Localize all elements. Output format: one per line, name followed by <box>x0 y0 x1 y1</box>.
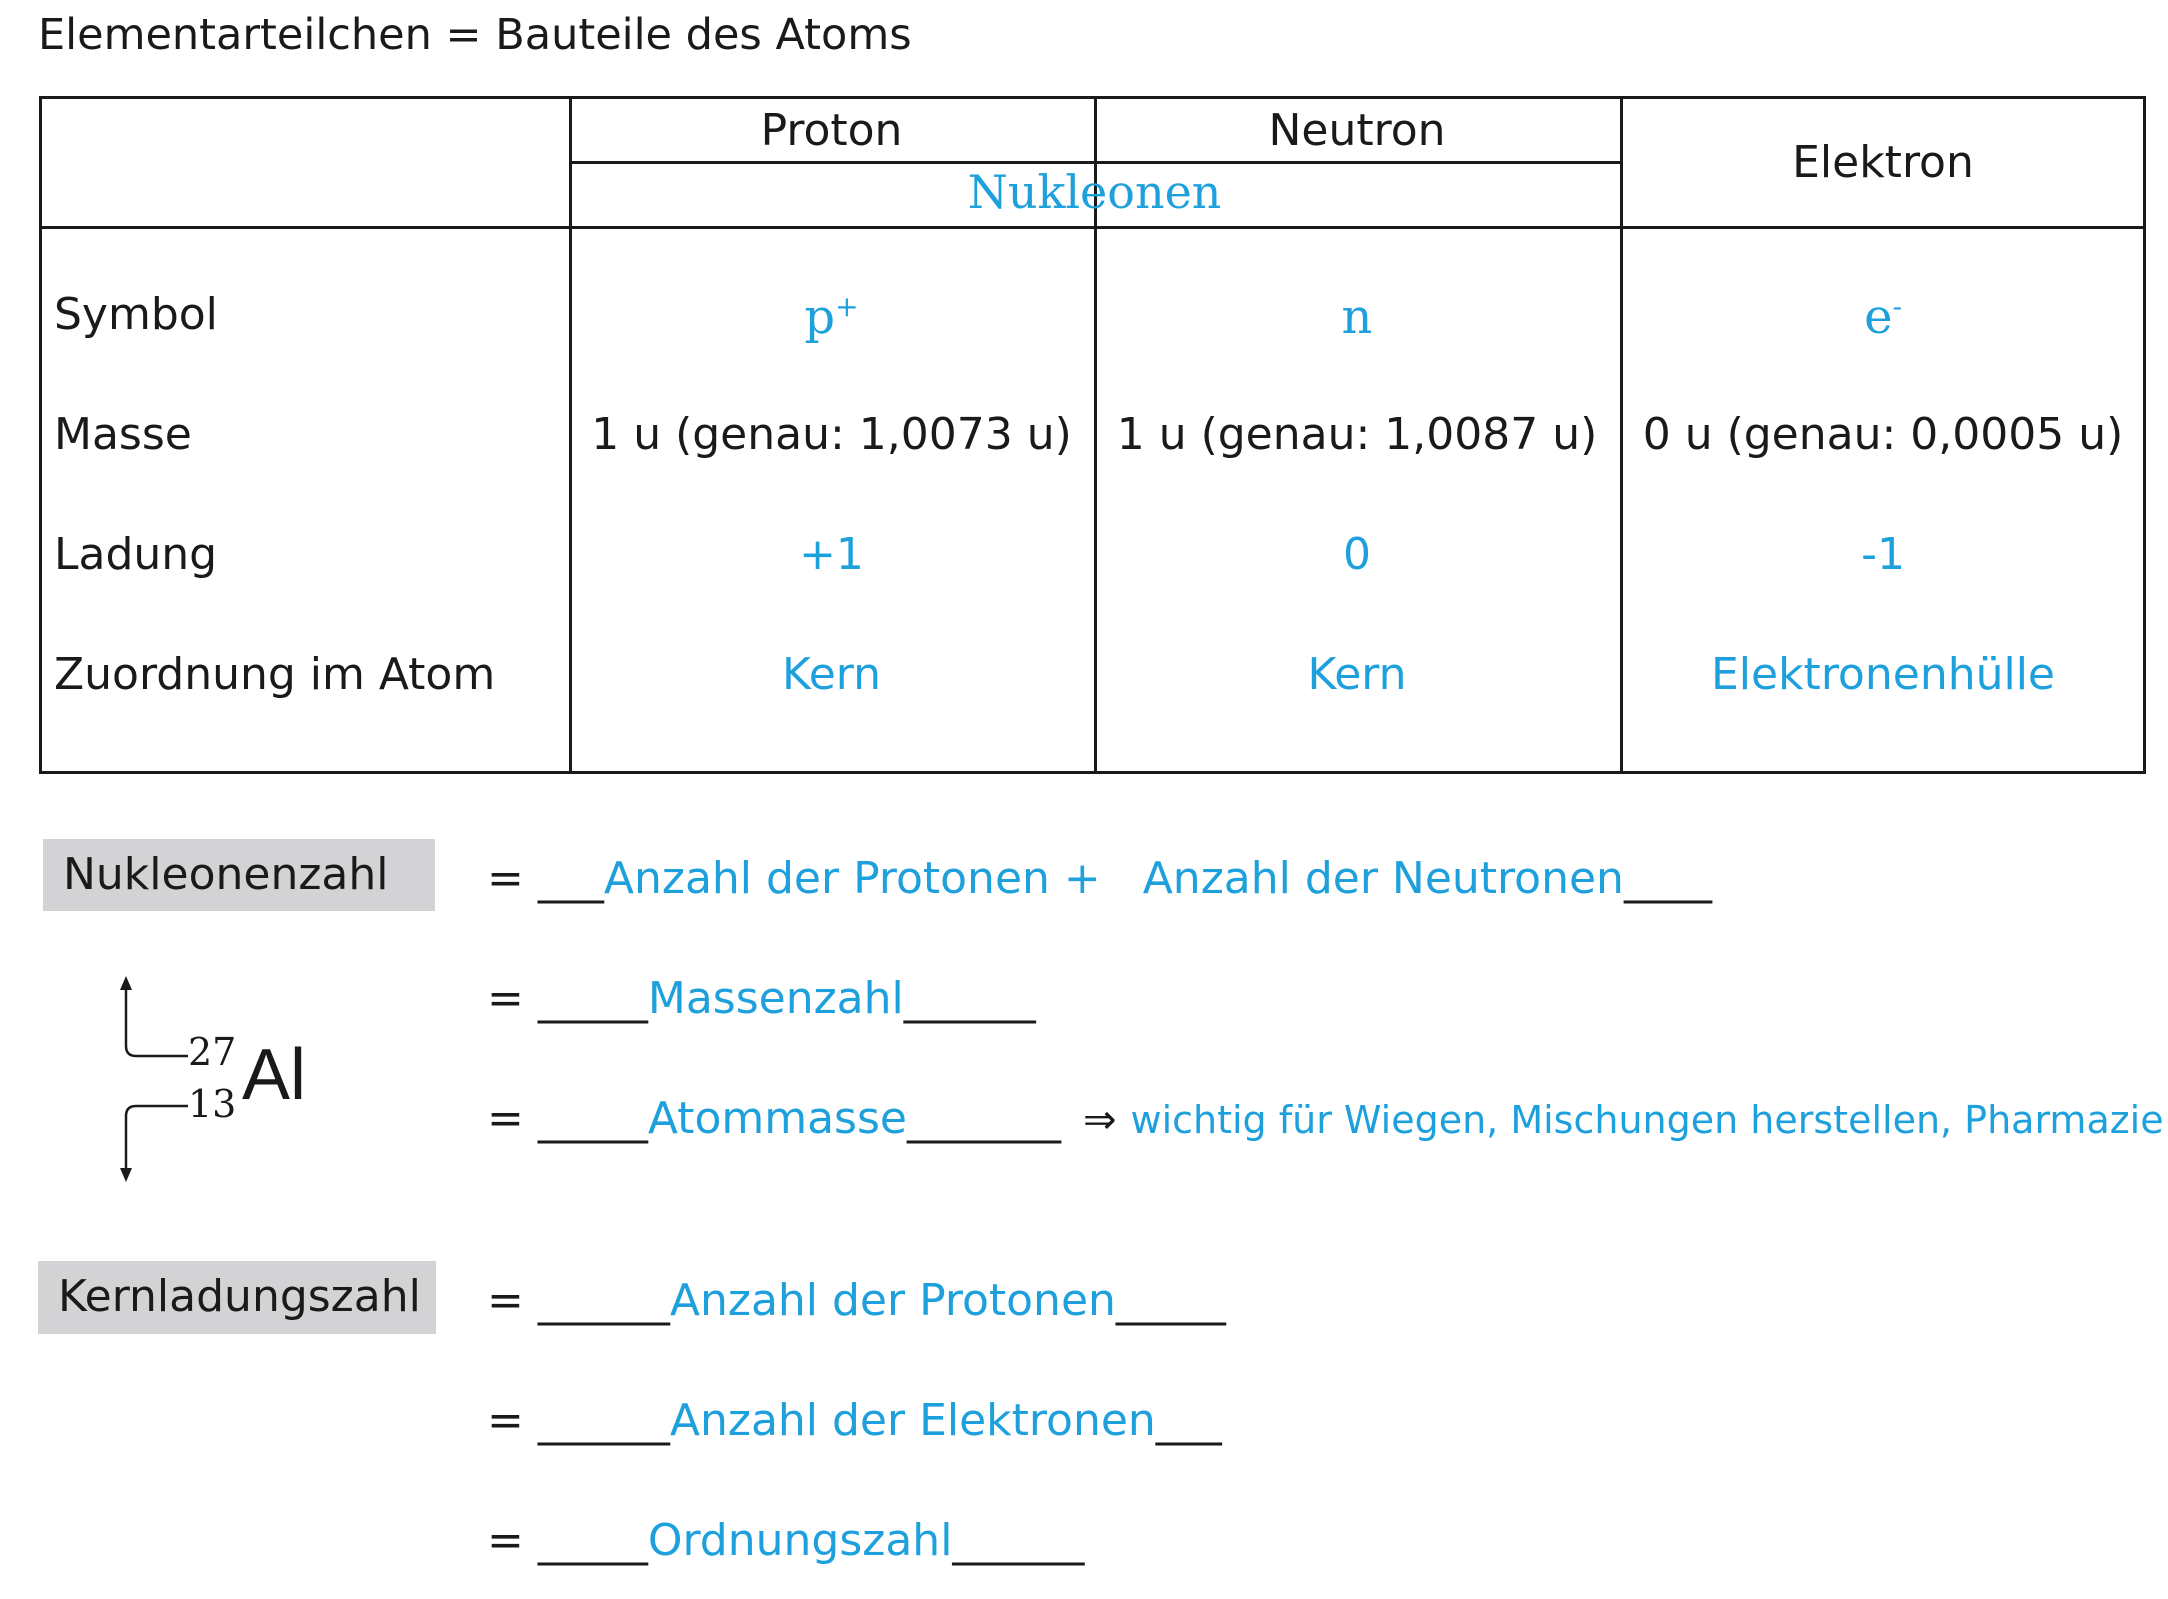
nucleon-line-3: = _____Atommasse_______ ⇒ wichtig für Wiegen, Mischungen herstellen, Pharmazie <box>487 1093 2164 1144</box>
mass-neutron: 1 u (genau: 1,0087 u) <box>1116 409 1598 460</box>
charge-line-3: = _____Ordnungszahl______ <box>487 1515 1085 1566</box>
particle-table <box>39 96 2146 774</box>
charge-neutron: 0 <box>1343 529 1371 580</box>
charge-electron: -1 <box>1861 529 1905 580</box>
implies-arrow-icon: ⇒ <box>1082 1097 1117 1143</box>
charge-line-2: = ______Anzahl der Elektronen___ <box>487 1395 1222 1446</box>
nuclear-charge-label: Kernladungszahl <box>38 1261 436 1334</box>
row-label-location: Zuordnung im Atom <box>54 649 496 700</box>
symbol-electron: e- <box>1864 289 1902 345</box>
nucleon-line-1: = ___Anzahl der Protonen + Anzahl der Neutronen____ <box>487 853 1712 904</box>
nucleon-line-2: = _____Massenzahl______ <box>487 973 1036 1024</box>
charge-line-1: = ______Anzahl der Protonen_____ <box>487 1275 1226 1326</box>
location-proton: Kern <box>782 649 881 700</box>
table-divider <box>42 226 2143 229</box>
header-nucleons: Nukleonen <box>967 165 1222 219</box>
row-label-symbol: Symbol <box>54 289 218 340</box>
table-divider <box>569 161 1620 164</box>
nucleon-number-label: Nukleonenzahl <box>43 839 435 911</box>
header-proton: Proton <box>760 105 903 156</box>
mass-proton: 1 u (genau: 1,0073 u) <box>591 409 1072 460</box>
symbol-neutron: n <box>1341 289 1373 345</box>
header-neutron: Neutron <box>1268 105 1446 156</box>
location-electron: Elektronenhülle <box>1710 649 2055 700</box>
symbol-proton: p+ <box>804 289 859 345</box>
row-label-charge: Ladung <box>54 529 218 580</box>
location-neutron: Kern <box>1307 649 1407 700</box>
atomic-number: 13 <box>188 1082 237 1126</box>
isotope-notation <box>110 970 330 1190</box>
mass-number: 27 <box>188 1030 237 1074</box>
element-symbol: Al <box>242 1035 307 1115</box>
header-electron: Elektron <box>1792 137 1974 188</box>
nucleon-note: wichtig für Wiegen, Mischungen herstellen, Pharmazie <box>1130 1098 2164 1142</box>
page-title: Elementarteilchen = Bauteile des Atoms <box>38 10 912 60</box>
row-label-mass: Masse <box>54 409 192 460</box>
charge-proton: +1 <box>799 529 864 580</box>
mass-electron: 0 u (genau: 0,0005 u) <box>1642 409 2124 460</box>
